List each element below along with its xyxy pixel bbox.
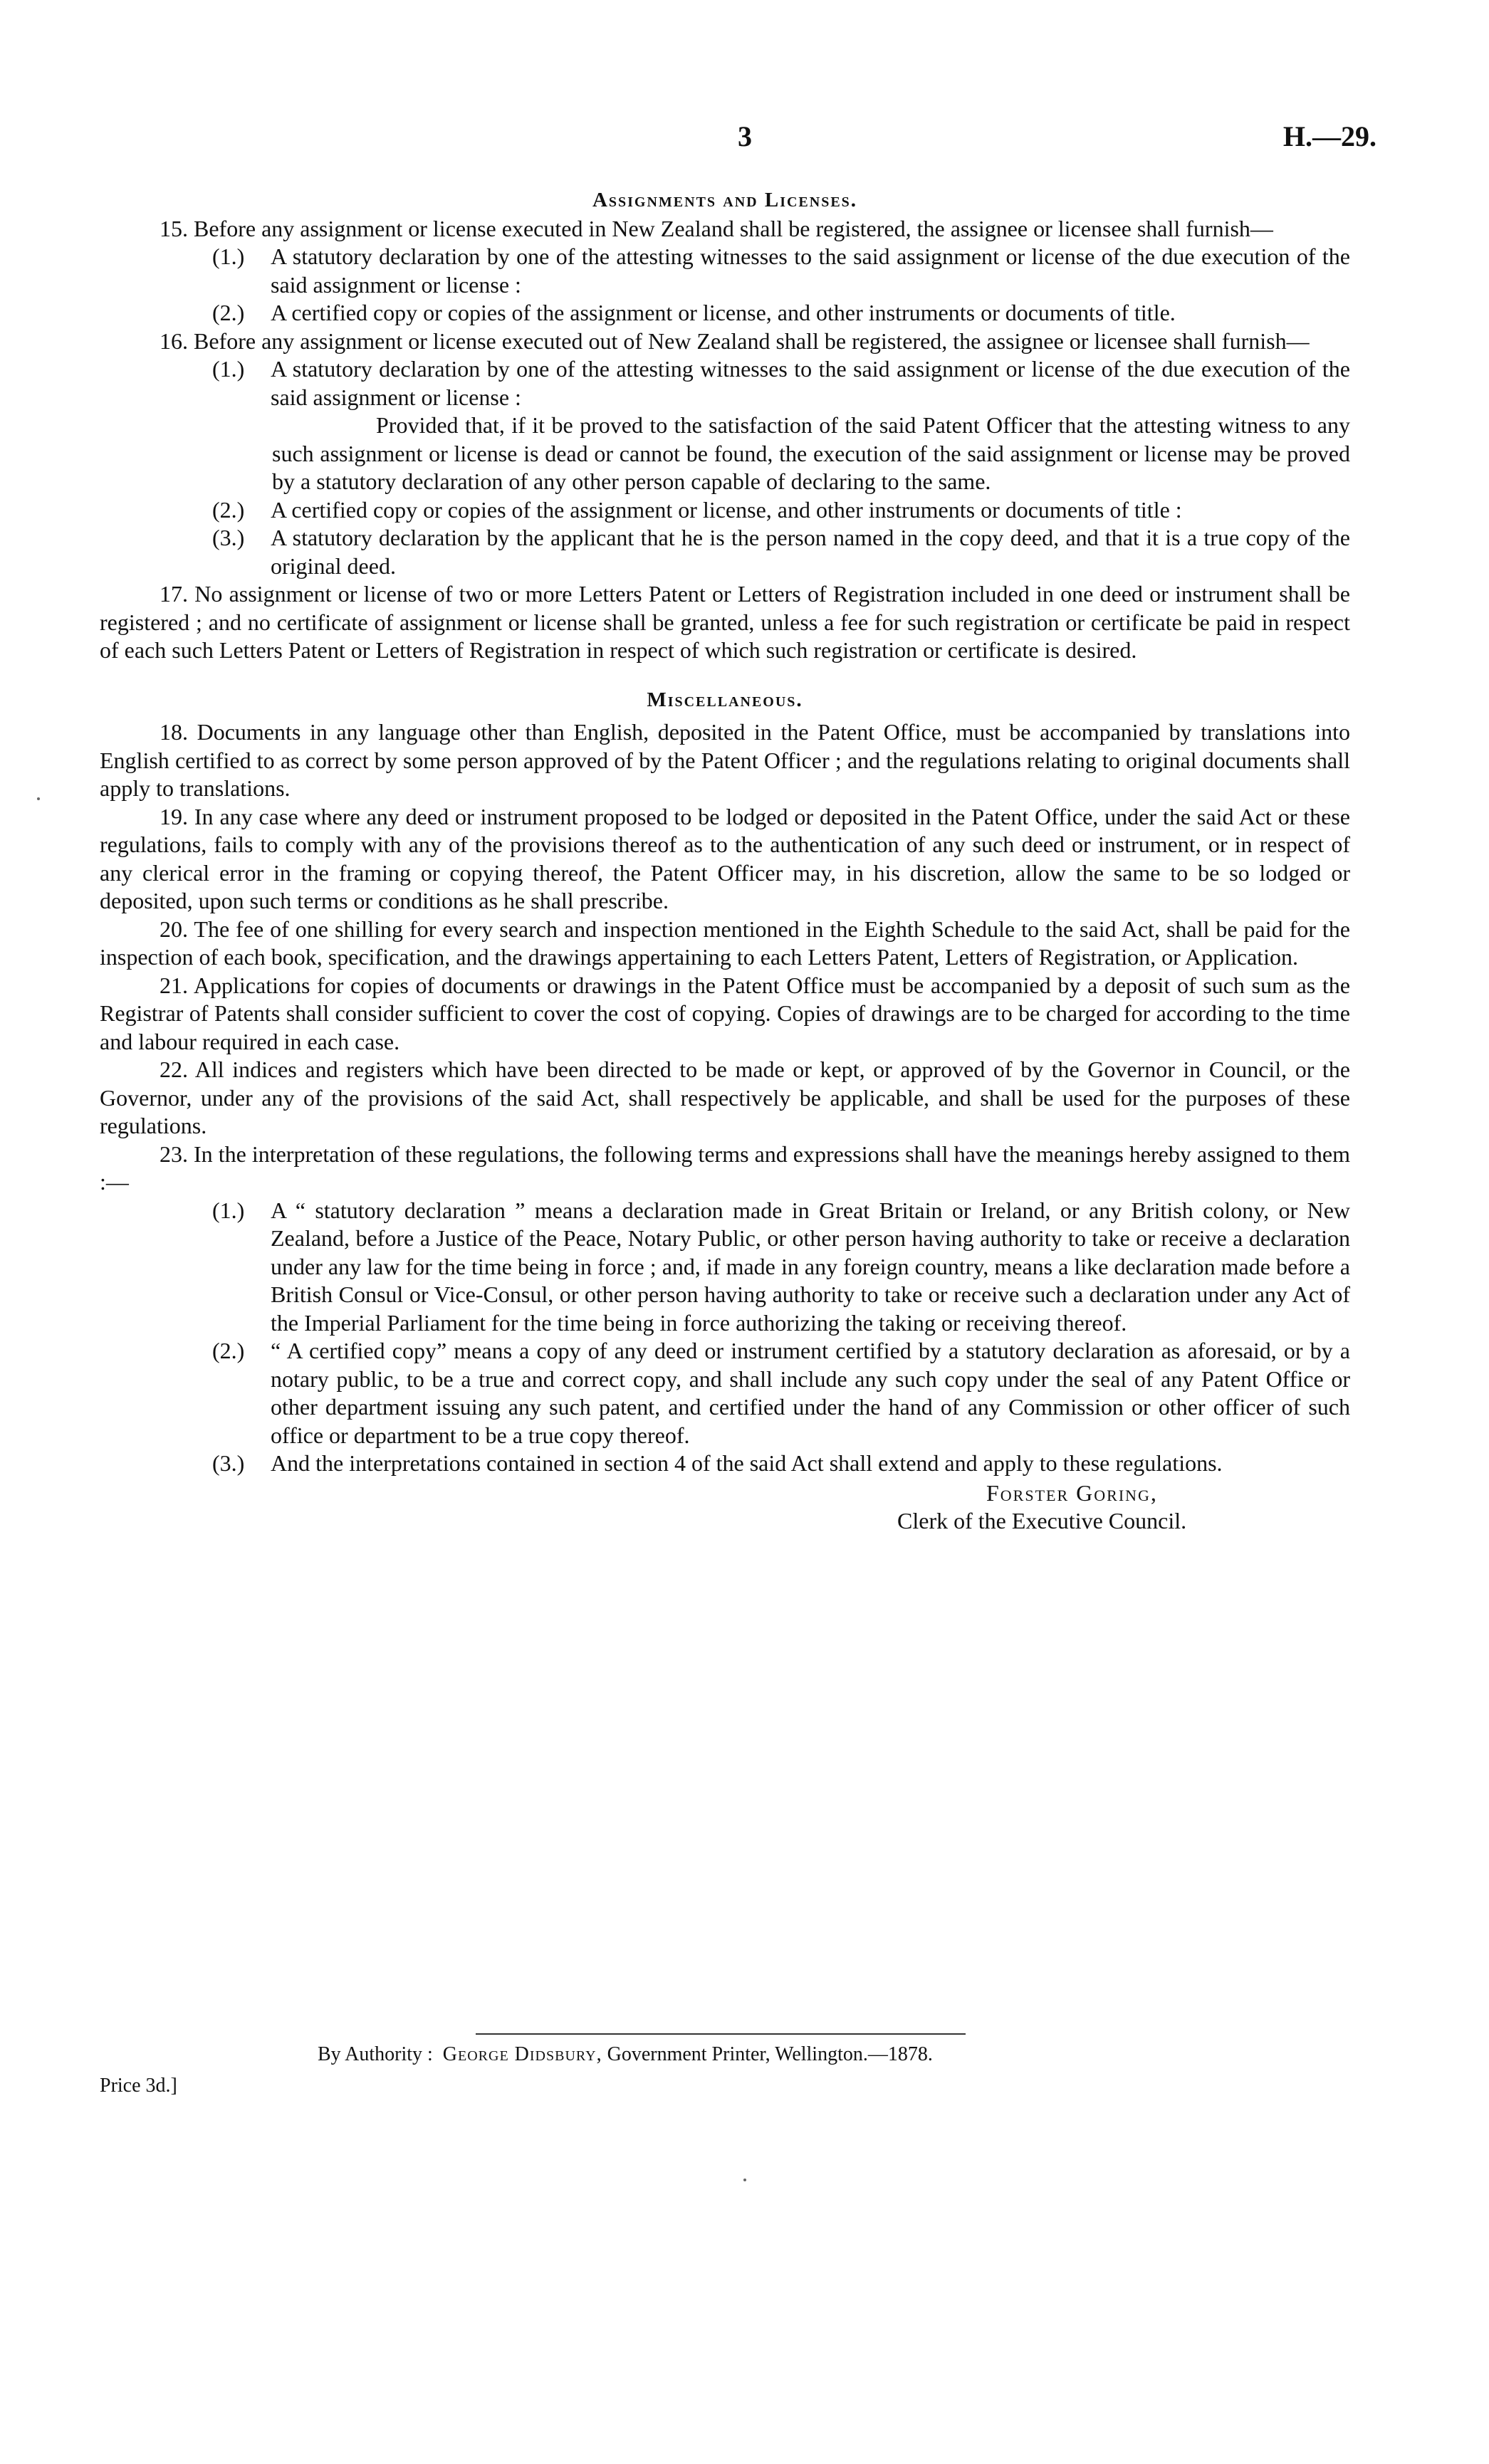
item-number: (3.) bbox=[212, 1450, 245, 1476]
printer-imprint bbox=[318, 2043, 933, 2066]
item-text: A certified copy or copies of the assignment or license, and other instruments or documents of title. bbox=[271, 300, 1176, 325]
item-text: A statutory declaration by one of the attesting witnesses to the said assignment or license of the due execution of the said assignment or license : bbox=[271, 356, 1350, 410]
clause-16-item-2 bbox=[100, 496, 1350, 525]
signatory-title: Clerk of the Executive Council. bbox=[897, 1508, 1187, 1534]
item-number: (2.) bbox=[212, 496, 245, 523]
document-body bbox=[100, 187, 1350, 1536]
clause-16-item-3 bbox=[100, 524, 1350, 580]
signature-block bbox=[100, 1479, 1350, 1536]
section-heading-assignments: Assignments and Licenses. bbox=[592, 189, 858, 211]
imprint-details: Government Printer, Wellington.—1878. bbox=[607, 2043, 933, 2065]
clause-15-item-1 bbox=[100, 243, 1350, 299]
item-text: A statutory declaration by the applicant that he is the person named in the copy deed, and that it is a true copy of the original deed. bbox=[271, 525, 1350, 579]
item-number: (3.) bbox=[212, 525, 245, 550]
item-number: (2.) bbox=[212, 1338, 245, 1363]
clause-23-item-2 bbox=[100, 1337, 1350, 1449]
item-text: “ A certified copy” means a copy of any deed or instrument certified by a statutory declaration as aforesaid, or by a notary public, to be a true and correct copy, and shall include any such copy under the seal of any Patent Office or other department issuing any such patent, and certified under the hand of any Commission or other officer of such office or department to be a true copy thereof. bbox=[271, 1338, 1350, 1448]
clause-15-item-2 bbox=[100, 299, 1350, 327]
item-number: (2.) bbox=[212, 300, 245, 325]
authority-label: By Authority : bbox=[318, 2043, 433, 2065]
clause-21: 21. Applications for copies of documents or drawings in the Patent Office must be accompanied by a deposit of such sum as the Registrar of Patents shall consider sufficient to cover the cost of copying. Copies of drawings are to be charged for according to the time and labour required in each case. bbox=[100, 972, 1350, 1054]
item-text: A certified copy or copies of the assignment or license, and other instruments or documents of title : bbox=[271, 496, 1182, 523]
clause-19: 19. In any case where any deed or instrument proposed to be lodged or deposited in the Patent Office, under the said Act or these regulations, fails to comply with any of the provisions thereof as to the authentication of any such deed or instrument, or in respect of any clerical error in the framing or copying thereof, the Patent Officer may, in his discretion, allow the same to be so lodged or deposited, upon such terms or conditions as he shall prescribe. bbox=[100, 803, 1350, 913]
printer-name: George Didsbury, bbox=[442, 2043, 602, 2065]
signatory-name: Forster Goring, bbox=[986, 1479, 1158, 1506]
paper-speck bbox=[37, 797, 40, 800]
document-reference: H.—29. bbox=[1282, 120, 1376, 152]
section-miscellaneous bbox=[100, 718, 1350, 1478]
clause-16: 16. Before any assignment or license executed out of New Zealand shall be registered, the assignee or licensee shall furnish— bbox=[160, 327, 1310, 354]
clause-15: 15. Before any assignment or license executed in New Zealand shall be registered, the assignee or licensee shall furnish— bbox=[160, 215, 1273, 241]
paper-speck bbox=[743, 2179, 746, 2181]
item-number: (1.) bbox=[212, 356, 245, 382]
clause-16-proviso: Provided that, if it be proved to the satisfaction of the said Patent Officer that the attesting witness to any such assignment or license is dead or cannot be found, the execution of the said assignment or license may be proved by a statutory declaration of any other person capable of declaring to the same. bbox=[272, 412, 1350, 494]
item-text: A statutory declaration by one of the attesting witnesses to the said assignment or license of the due execution of the said assignment or license : bbox=[271, 243, 1350, 298]
clause-17: 17. No assignment or license of two or more Letters Patent or Letters of Registration included in one deed or instrument shall be registered ; and no certificate of assignment or license shall be granted, unless a fee for such registration or certificate be paid in respect of each such Letters Patent or Letters of Registration in respect of which such registration or certificate is desired. bbox=[100, 581, 1350, 663]
price-label: Price 3d.] bbox=[100, 2075, 177, 2097]
clause-23: 23. In the interpretation of these regulations, the following terms and expressions shall have the meanings hereby assigned to them :— bbox=[100, 1141, 1350, 1195]
section-assignments bbox=[100, 215, 1350, 665]
item-number: (1.) bbox=[212, 1197, 245, 1223]
item-text: And the interpretations contained in section 4 of the said Act shall extend and apply to these regulations. bbox=[271, 1450, 1223, 1476]
clause-16-item-1 bbox=[100, 355, 1350, 411]
item-text: A “ statutory declaration ” means a declaration made in Great Britain or Ireland, or any British colony, or New Zealand, before a Justice of the Peace, Notary Public, or other person having authority to take or receive a declaration under any law for the time being in force ; and, if made in any foreign country, means a like declaration made before a British Consul or Vice-Consul, or other person having authority to take or receive such a declaration under any Act of the Imperial Parliament for the time being in force authorizing the taking or receiving thereof. bbox=[271, 1197, 1350, 1336]
clause-20: 20. The fee of one shilling for every search and inspection mentioned in the Eighth Schedule to the said Act, shall be paid for the inspection of each book, specification, and the drawings appertaining to each Letters Patent, Letters of Registration, or Application. bbox=[100, 916, 1350, 970]
footer-divider bbox=[476, 2033, 966, 2035]
clause-18: 18. Documents in any language other than English, deposited in the Patent Office, must be accompanied by translations into English certified to as correct by some person approved of by the Patent Officer ; and the regulations relating to original documents shall apply to translations. bbox=[100, 719, 1350, 801]
section-heading-miscellaneous: Miscellaneous. bbox=[647, 688, 803, 711]
item-number: (1.) bbox=[212, 243, 245, 269]
clause-23-item-3 bbox=[100, 1449, 1350, 1478]
clause-23-item-1 bbox=[100, 1197, 1350, 1338]
clause-22: 22. All indices and registers which have been directed to be made or kept, or approved of by the Governor in Council, or the Governor, under any of the provisions of the said Act, shall respectively be applicable, and shall be used for the purposes of these regulations. bbox=[100, 1057, 1350, 1138]
page-number: 3 bbox=[738, 120, 752, 152]
